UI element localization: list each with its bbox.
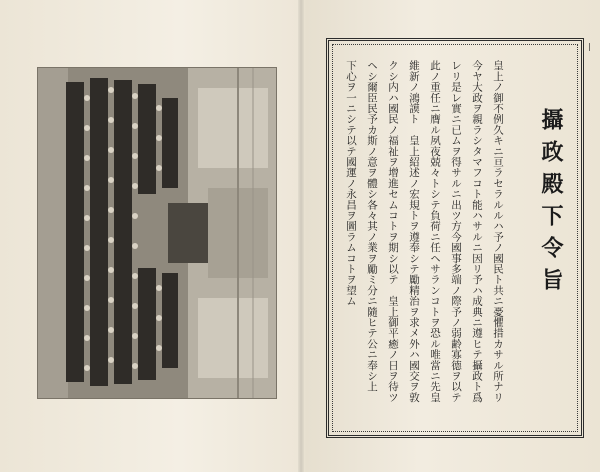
text-column: クシ内ハ國民ノ福祉ヲ增進セムコトヲ期シ以テ 皇上御平癒ノ日ヲ待ツ <box>387 60 399 403</box>
book-gutter <box>298 0 304 472</box>
text-column: 皇上ノ御不例久キニ亘ラセラルルハ予ノ國民ト共ニ憂懼措カサル所ナリ <box>492 60 504 403</box>
text-column: 維新ノ鴻謨ト 皇上紹述ノ宏規トヲ遵奉シテ勵精治ヲ求メ外ハ國交ヲ敦 <box>408 60 420 403</box>
text-column: 此ノ重任ニ膺ル夙夜兢々トシテ負荷ニ任ヘサランコトヲ恐ル唯當ニ先皇 <box>429 60 441 403</box>
page-corner-mark: ❘ <box>586 42 593 51</box>
document-title: 攝政殿下令旨 <box>538 108 564 300</box>
group-photograph <box>38 68 276 398</box>
text-column: 下心ヲ一ニシテ以テ國運ノ永昌ヲ圖ラムコトヲ望ム <box>345 60 357 307</box>
text-column: 今ヤ大政ヲ親ラシタマフコト能ハサルニ因リ予ハ成典ニ遵ヒテ攝政ト爲 <box>471 60 483 403</box>
rescript-text <box>340 60 508 403</box>
text-column: ヘシ爾臣民予カ斯ノ意ヲ體シ各々其ノ業ヲ勵ミ分ニ隨ヒテ公ニ奉シ上 <box>366 60 378 392</box>
text-column: レリ是レ實ニ已ムヲ得サルニ出ツ方今國事多端ノ際予ノ弱齢寡德ヲ以テ <box>450 60 462 403</box>
